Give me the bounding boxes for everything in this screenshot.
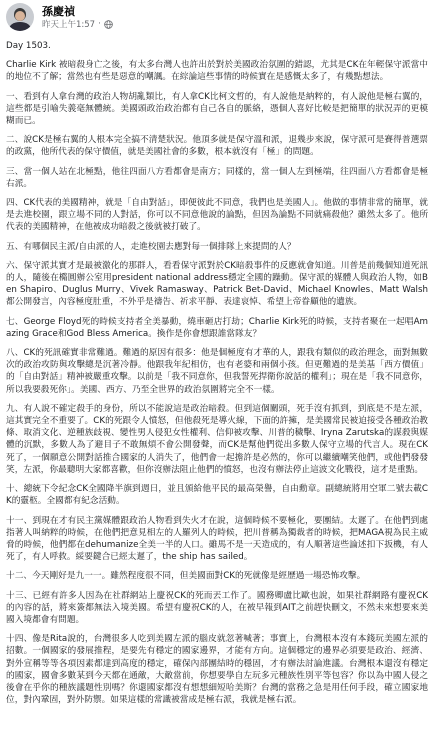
post-paragraph: Charlie Kirk 被暗殺身亡之後，有太多台灣人也許出於對於美國政治氛圍的錯認，尤其是CK在年輕保守派當中的地位不了解；當然也有些是惡意的嘲諷。在綜論這些事情的時候實在是感慨太多了，有幾點想法。 [6,60,428,83]
post-paragraph: 九、有人說不確定殺手的身份，所以不能說這是政治暗殺。但到這個關頭，死手沒有抓到，到底是不是左派，這其實完全不重要了。CK的死跟令人憤怒，但他殺死是導火線，下面的許擁，是美國常民被迫接受各種政治教條、取消文化、逆種族歧視、變性男人侵犯女性權利、信仰被攻擊、川普的穢擊、Iryna Zarutska的謀殺與媒體的沉默，多數人為了避目子不敢無煩不會公開發聲，而CK是幫他們從出多數人保守立場的代言人。現在CK死了，一個願意公開對話推合國家的人消失了，他們會一起擔許是必然的，你可以繼續嘲笑他們，或他們發發笑，左派，你最聰明大家都喜歡，但你沒辦法阻止他們的憤怒，也沒有辦法停止這波文化戰役，這才是重點。 [6,403,428,475]
post-timestamp[interactable]: 昨天上午1:57 [42,20,96,30]
post-paragraph: 二、說CK是極右翼的人根本完全搞不清楚狀況。他頂多就是保守溫和派，退幾步來說，保守派可是賽得普選票的政黨，他所代表的保守價值，就是美國社會的多數，根本就沒有「極」的問題。 [6,135,428,158]
post-paragraph: 三、當一個人站在北極點，他往四面八方看都會是南方；同樣的，當一個人左到極端，往四面八方看都會是極右派。 [6,166,428,189]
post-paragraph: 十二、今天剛好是九一一。雖然程度很不同，但美國面對CK的死就像是經歷過一場恐怖攻擊。 [6,571,366,582]
post-meta [42,18,113,30]
globe-icon[interactable] [104,20,113,29]
post-body [6,40,428,713]
post-paragraph: 七、George Floyd死的時候支持者全美暴動，燒車砸店打劫；Charlie Kirk死的時候，支持者聚在一起唱Amazing Grace和God Bless America。換作是你會想跟誰當隊友？ [6,316,428,339]
post-paragraph: 八、CK的死訊確實非常難過。難過的原因有很多：他是個極度有才華的人，跟我有類似的政治理念，面對無數次的政治攻防與攻擊總是沉著冷靜。他跟我年紀相仿，也有老婆和兩個小孩。但更難過的是美基「西方價值」的「自由對話」精神被嚴重攻擊。以前是「我不同意你，但我誓死捍衛你說話的權利」；現在是「我不同意你，所以我要殺死你」。美國、西方、乃至全世界的政治氛圍將完全不一樣。 [6,348,428,395]
meta-separator: · [98,19,101,29]
post-paragraph: 五、有哪個民主派/自由派的人，走進校園去應對每一個排隊上來提問的人？ [6,241,296,252]
avatar-shoulders [9,22,31,31]
post-paragraph: 十一、到現在才有民主黨媒體跟政治人物看到失火才在說，這個時候不要極化，要團結。太遲了。在他們到處指著人叫納粹的時候，在他們把意見相左的人羅列人的時候，把川普稱為獨裁者的時候，把MAGA視為民主威脅的時候，他們都在dehumanize全美一半的人口。雖馬不是一天造成的，有人順著這些論述扣下扳機，有人死了，有人呼救。綏要鍵合已經太遲了，the ship has sailed。 [6,515,428,563]
post-paragraph: 十、總統下令紀念CK全國降半旗到週日，並且頒給他平民的最高榮譽，自由勳章。副總統將用空軍二號去載CK的靈柩。全國都有紀念活動。 [6,484,428,507]
post-paragraph: 十四、像是Rita說的，台灣很多人吃到美國左派的腦皮就忽著喊著；事實上，台灣根本沒有本錢玩美國左派的招數。一個國家的發展推程，是要先有穩定的國家邊界，才能有方向。這個穩定的邊界必須要是政治、經濟、對外宣稱等等各項因素都達到高度的穩定，確保內部團結時的穩固，才有辦法討論進議。台灣根本還沒有穩定的國家，國會多數某到今天都在通敵，大敵當前，你想要學自左玩多元種族性別平等包容？你以為中國人侵之後會在乎你的種族議題性別嗎？你還國家都沒有想想細短哈美斯？台灣的當務之急是用任何手段，確立國家地位，對內鞏固，對外防禦。如果這樣的常識被當成是極右派，我就是極右派。 [6,634,428,706]
post-paragraph: 十三、已經有許多人因為在社群網站上慶祝CK的死而丟工作了。國務卿盧比歐也說，如果社群網路有慶祝CK的內容的話，將來簽都無法入境美國。希望有慶祝CK的人，在被早報到AIT之前趕快刪文，不然未來想要來美國入境都會有問題。 [6,590,428,625]
post-paragraph: 一、看到有人拿台灣的政治人物胡亂類比，有人拿CK比柯文哲的，有人說他是納粹的，有人說他是極右翼的，這些都是引喻失義毫無體統。美國頭政治政治都有自己各自的脈絡，憑個人喜好比較是把簡單的狀況弄的更模糊而已。 [6,91,428,127]
post-paragraph: 六、保守派其實才是最被激化的那群人，看看保守派對於CK暗殺事件的反應就會知道。川普是前幾個知道死訊的人，隨後在橢圓辦公室用president national address穩定全國的躁動。保守派的媒體人與政治人物，如Ben Shapiro、Duglus Murry、Vivek Ramasway、Patrick Bet-David、Michael Knowles、Matt Walsh都公開發言，內容極度肚重，不外乎是禱告、祈求平靜、表達哀悼、希望上帝眷顧他的遺族。 [6,260,428,308]
avatar-face [15,11,25,21]
avatar[interactable] [6,3,34,31]
post-header [0,0,436,34]
author-name[interactable]: 孫慶禎 [42,5,75,18]
post-paragraph: 四、CK代表的美國精神，就是「自由對話」，即便彼此不同意，我們也是美國人」。他做的事情非常的簡單，就是去進校園，跟立場不同的人對話，你可以不同意他說的論點，但因為論點不同就痛殺他？雖然太多了。他所代表的美國精神，在他被成功暗殺之後就被打破了。 [6,198,428,233]
post-day-counter: Day 1503. [6,41,51,51]
